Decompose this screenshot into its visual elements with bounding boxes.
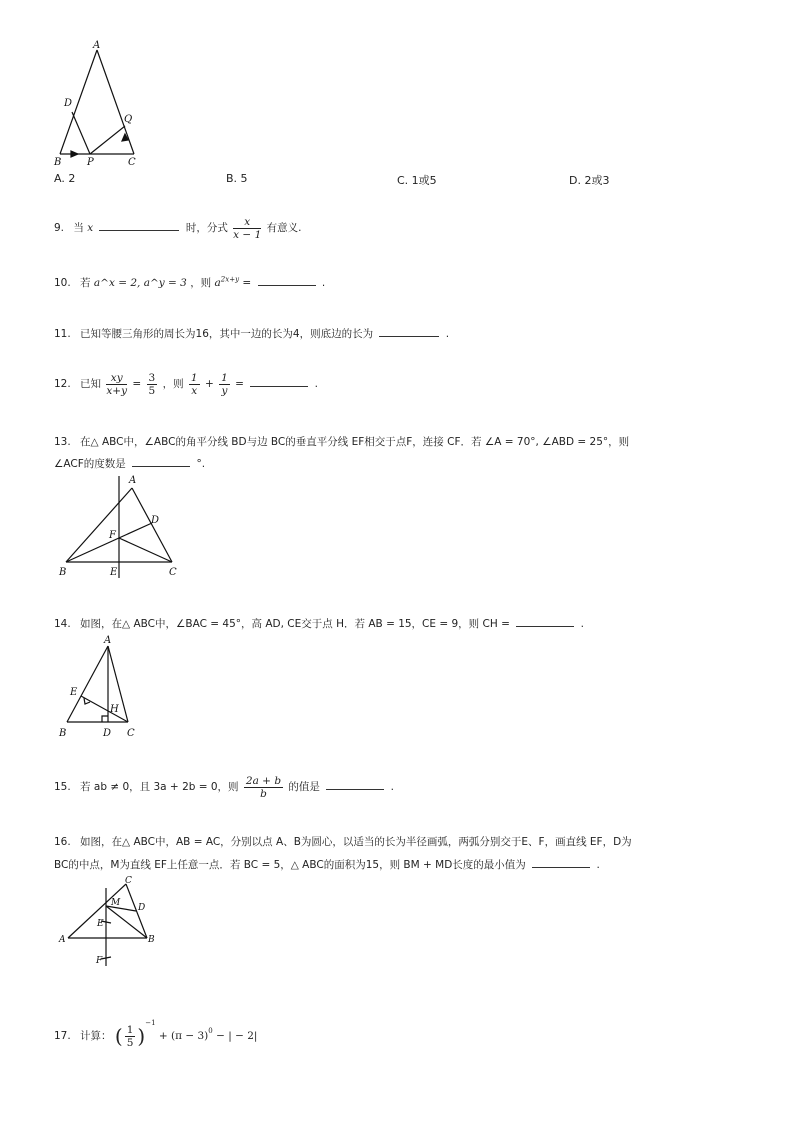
q9-text-1: 当 bbox=[73, 222, 84, 234]
q17-text-1: 计算： bbox=[80, 1030, 112, 1042]
q15-text-2: 的值是 bbox=[288, 781, 320, 793]
q12-frac-2-num: 3 bbox=[148, 371, 156, 384]
q9-answer-blank[interactable] bbox=[99, 220, 179, 231]
q13-answer-blank[interactable] bbox=[132, 456, 190, 467]
q14-label-c: C bbox=[127, 728, 135, 739]
q12-frac-2 bbox=[147, 372, 158, 397]
q14-label-a: A bbox=[104, 635, 112, 646]
q14-number: 14. bbox=[54, 618, 71, 630]
q12-frac-4-den: y bbox=[221, 384, 228, 397]
q13-label-e: E bbox=[110, 567, 118, 578]
question-11: 11. 已知等腰三角形的周长为16，其中一边的长为4，则底边的长为 . bbox=[54, 328, 450, 340]
q8-label-d: D bbox=[64, 98, 73, 109]
q13-line-2b: °. bbox=[196, 458, 206, 470]
question-16-line-2: BC的中点，M为直线 EF上任意一点．若 BC = 5，△ ABC的面积为15，则 BM + MD长度的最小值为 . bbox=[54, 859, 600, 871]
q16-label-a: A bbox=[59, 935, 66, 945]
q14-label-e: E bbox=[70, 687, 78, 698]
q16-label-b: B bbox=[148, 935, 155, 945]
q17-number: 17. bbox=[54, 1030, 71, 1042]
q16-label-f: F bbox=[96, 956, 103, 966]
q14-figure bbox=[55, 632, 155, 742]
q16-label-d: D bbox=[138, 903, 146, 913]
q10-exp: 2x+y bbox=[220, 275, 240, 284]
q12-frac-4 bbox=[219, 372, 230, 397]
q15-answer-blank[interactable] bbox=[326, 779, 384, 790]
q12-text-3: = bbox=[235, 378, 244, 390]
q13-label-c: C bbox=[169, 567, 177, 578]
q9-frac-num: x bbox=[233, 216, 261, 229]
q8-figure bbox=[50, 38, 150, 168]
q15-fraction bbox=[244, 775, 283, 800]
q14-text: 如图，在△ ABC中，∠BAC = 45°，高 AD, CE交于点 H．若 AB = 15，CE = 9，则 CH = bbox=[80, 618, 510, 630]
q9-frac-den: x − 1 bbox=[233, 228, 262, 241]
q13-line-1: 在△ ABC中，∠ABC的角平分线 BD与边 BC的垂直平分线 EF相交于点F，连接 CF．若 ∠A = 70°, ∠ABD = 25°，则 bbox=[80, 436, 630, 448]
question-12: 12. 已知 $\frac{xy}{x+y}$ = $\frac{3}{5}$ ，则 $\frac{1}{x}$ + $\frac{1}{y}$ = . bbox=[54, 371, 318, 397]
q12-eq: = bbox=[132, 378, 142, 390]
question-17 bbox=[54, 1008, 258, 1049]
q10-answer-blank[interactable] bbox=[258, 275, 316, 286]
q17-fraction bbox=[125, 1024, 136, 1049]
q17-frac-num: 1 bbox=[126, 1023, 134, 1036]
q17-rest-2: − | − 2| bbox=[216, 1030, 258, 1042]
q12-number: 12. bbox=[54, 378, 71, 390]
q9-text-3: 有意义. bbox=[266, 222, 302, 234]
question-16 bbox=[54, 834, 632, 849]
q9-var: x bbox=[87, 222, 94, 234]
q12-frac-1-den: x+y bbox=[106, 384, 128, 397]
q10-text-2: ，则 bbox=[190, 277, 212, 289]
q16-line-1: 如图，在△ ABC中，AB = AC，分别以点 A、B为圆心，以适当的长为半径画弧，两弧分别交于E、F，画直线 EF，D为 bbox=[80, 836, 632, 848]
q16-label-m: M bbox=[111, 898, 121, 908]
q10-text-3: = bbox=[242, 277, 252, 289]
q8-label-a: A bbox=[93, 40, 101, 51]
q12-frac-3-den: x bbox=[191, 384, 198, 397]
q13-label-a: A bbox=[129, 475, 137, 486]
q8-option-d: D. 2或3 bbox=[569, 174, 610, 187]
q10-text-1: 若 bbox=[80, 277, 91, 289]
q16-line-2: BC的中点，M为直线 EF上任意一点．若 BC = 5，△ ABC的面积为15，则 BM + MD长度的最小值为 bbox=[54, 859, 526, 871]
q8-label-q: Q bbox=[124, 114, 133, 125]
q14-answer-blank[interactable] bbox=[516, 616, 574, 627]
q16-label-c: C bbox=[125, 876, 132, 886]
question-9 bbox=[54, 214, 301, 242]
question-13-line-2 bbox=[54, 456, 205, 471]
q12-answer-blank[interactable] bbox=[250, 376, 308, 387]
q12-plus: + bbox=[204, 378, 214, 390]
q12-frac-1-num: xy bbox=[106, 372, 127, 385]
q16-answer-blank[interactable] bbox=[532, 857, 590, 868]
q8-option-b: B. 5 bbox=[226, 172, 248, 185]
question-10: 10. 若 a^x = 2, a^y = 3 ，则 $a^{2x+y}$ = . bbox=[54, 275, 326, 289]
q9-number: 9. bbox=[54, 222, 65, 234]
q8-option-c: C. 1或5 bbox=[397, 174, 437, 187]
q13-line-2a: ∠ACF的度数是 bbox=[54, 458, 126, 470]
q13-number: 13. bbox=[54, 436, 71, 448]
q13-label-b: B bbox=[59, 567, 67, 578]
q15-text-1: 若 ab ≠ 0，且 3a + 2b = 0，则 bbox=[80, 781, 239, 793]
q8-option-a: A. 2 bbox=[54, 172, 76, 185]
q16-label-e: E bbox=[97, 919, 104, 929]
q12-frac-3 bbox=[189, 372, 200, 397]
question-15: 15. 若 ab ≠ 0，且 3a + 2b = 0，则 $\frac{2a + b}{b}$ 的值是 . bbox=[54, 774, 394, 800]
q8-label-b: B bbox=[54, 157, 62, 168]
q15-frac-num: 2a + b bbox=[245, 774, 282, 787]
q14-label-b: B bbox=[59, 728, 67, 739]
question-13 bbox=[54, 434, 629, 449]
q17-paren-close: ) bbox=[137, 1024, 146, 1048]
q13-figure bbox=[55, 470, 190, 582]
q11-number: 11. bbox=[54, 328, 71, 340]
q8-label-c: C bbox=[128, 157, 136, 168]
q13-label-d: D bbox=[151, 515, 160, 526]
q15-number: 15. bbox=[54, 781, 71, 793]
q17-exp0: 0 bbox=[208, 1027, 213, 1035]
q16-figure bbox=[56, 872, 166, 972]
q11-answer-blank[interactable] bbox=[379, 326, 439, 337]
q8-label-p: P bbox=[87, 157, 94, 168]
q17-exp: −1 bbox=[145, 1019, 156, 1027]
q14-label-h: H bbox=[110, 704, 119, 715]
q17-frac-den: 5 bbox=[126, 1036, 134, 1049]
q12-frac-3-num: 1 bbox=[190, 371, 198, 384]
q10-number: 10. bbox=[54, 277, 71, 289]
q10-target: a bbox=[214, 277, 221, 289]
question-14: 14. 如图，在△ ABC中，∠BAC = 45°，高 AD, CE交于点 H．若 AB = 15，CE = 9，则 CH = . bbox=[54, 618, 584, 630]
q14-label-d: D bbox=[103, 728, 112, 739]
q16-number: 16. bbox=[54, 836, 71, 848]
q12-frac-4-num: 1 bbox=[221, 371, 228, 384]
q9-text-2: 时，分式 bbox=[185, 222, 228, 234]
q10-expr: a^x = 2, a^y = 3 bbox=[93, 277, 187, 289]
q15-frac-den: b bbox=[260, 787, 267, 800]
q12-frac-2-den: 5 bbox=[148, 384, 156, 397]
q17-paren-open: ( bbox=[114, 1024, 123, 1048]
q12-frac-1 bbox=[106, 372, 127, 397]
q17-rest: + (π − 3) bbox=[158, 1030, 209, 1042]
q13-label-f: F bbox=[109, 530, 116, 541]
q11-text: 已知等腰三角形的周长为16，其中一边的长为4，则底边的长为 bbox=[80, 328, 374, 340]
q12-text-2: ，则 bbox=[162, 378, 184, 390]
q9-fraction bbox=[233, 216, 261, 241]
q12-text-1: 已知 bbox=[80, 378, 102, 390]
